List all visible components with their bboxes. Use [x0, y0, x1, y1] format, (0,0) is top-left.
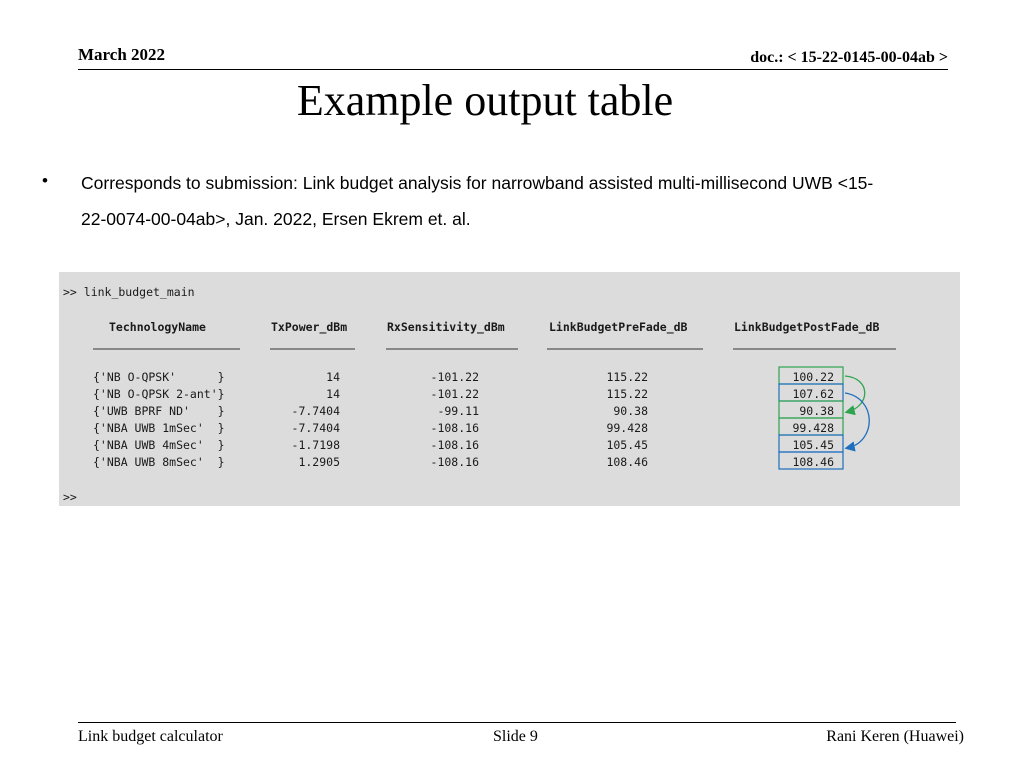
cell-prefade: 90.38: [613, 404, 648, 418]
console-svg: [59, 272, 960, 506]
slide-title: Example output table: [296, 76, 674, 125]
cell-technology: {'UWB BPRF ND' }: [93, 404, 225, 418]
console-command: >> link_budget_main: [63, 285, 195, 299]
bullet-line-1: Corresponds to submission: Link budget analysis for narrowband assisted multi-millisecond UWB <15-: [81, 173, 874, 193]
cell-postfade: 100.22: [792, 370, 834, 384]
cell-technology: {'NB O-QPSK 2-ant'}: [93, 387, 225, 401]
cell-postfade: 99.428: [792, 421, 834, 435]
header-date: March 2022: [78, 45, 166, 64]
cell-technology: {'NBA UWB 4mSec' }: [93, 438, 225, 452]
col-header-txpower: TxPower_dBm: [271, 320, 348, 334]
cell-prefade: 115.22: [606, 387, 648, 401]
cell-txpower: 14: [326, 370, 340, 384]
cell-postfade: 108.46: [792, 455, 834, 469]
table-row: [93, 421, 834, 435]
cell-prefade: 105.45: [606, 438, 648, 452]
cell-prefade: 115.22: [606, 370, 648, 384]
console-prompt: >>: [63, 490, 77, 504]
bullet-icon: •: [42, 171, 48, 190]
cell-txpower: 14: [326, 387, 340, 401]
footer-author: Rani Keren (Huawei): [826, 728, 964, 745]
table-row: [93, 387, 834, 401]
col-header-rxsensitivity: RxSensitivity_dBm: [387, 320, 505, 334]
cell-postfade: 107.62: [792, 387, 834, 401]
footer-divider: [78, 722, 956, 723]
cell-technology: {'NBA UWB 1mSec' }: [93, 421, 225, 435]
cell-rxsensitivity: -108.16: [430, 421, 479, 435]
cell-prefade: 108.46: [606, 455, 648, 469]
bullet-line-2: 22-0074-00-04ab>, Jan. 2022, Ersen Ekrem et. al.: [81, 209, 471, 229]
cell-txpower: -7.7404: [291, 421, 340, 435]
header-divider: [78, 69, 948, 70]
blue-arrow-icon: [845, 393, 869, 448]
cell-rxsensitivity: -108.16: [430, 438, 479, 452]
cell-rxsensitivity: -99.11: [437, 404, 479, 418]
cell-txpower: 1.2905: [298, 455, 340, 469]
slide-number: Slide 9: [493, 728, 538, 745]
table-row: [93, 438, 834, 452]
cell-postfade: 105.45: [792, 438, 834, 452]
cell-rxsensitivity: -108.16: [430, 455, 479, 469]
footer-left: Link budget calculator: [78, 728, 223, 745]
cell-rxsensitivity: -101.22: [430, 370, 479, 384]
table-row: [93, 455, 834, 469]
cell-technology: {'NB O-QPSK' }: [93, 370, 225, 384]
console-output-screenshot: [59, 272, 960, 506]
cell-rxsensitivity: -101.22: [430, 387, 479, 401]
bullet-text: [81, 165, 991, 237]
cell-txpower: -1.7198: [291, 438, 340, 452]
header-doc-id: doc.: < 15-22-0145-00-04ab >: [750, 49, 948, 66]
cell-prefade: 99.428: [606, 421, 648, 435]
table-row: [93, 370, 834, 384]
cell-technology: {'NBA UWB 8mSec' }: [93, 455, 225, 469]
table-row: [93, 404, 834, 418]
col-header-technology: TechnologyName: [109, 320, 206, 334]
cell-txpower: -7.7404: [291, 404, 340, 418]
col-header-postfade: LinkBudgetPostFade_dB: [734, 320, 880, 334]
col-header-prefade: LinkBudgetPreFade_dB: [549, 320, 688, 334]
cell-postfade: 90.38: [799, 404, 834, 418]
